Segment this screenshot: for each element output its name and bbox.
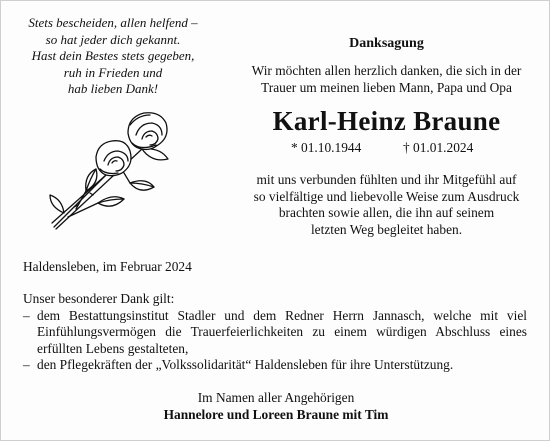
list-item-line: dem Bestattungsinstitut Stadler und dem Redner Herrn Jannasch, welche mit viel xyxy=(37,307,527,323)
thanks-line: mit uns verbunden fühlten und ihr Mitgefühl auf xyxy=(256,172,517,188)
poem-line: Stets bescheiden, allen helfend – xyxy=(28,15,198,30)
roses-icon xyxy=(46,109,181,237)
list-item-line: Einfühlungsvermögen die Trauerfeierlichkeiten zu einem würdigen Abschluss eines xyxy=(37,324,527,340)
thanks-line: letzten Weg begleitet haben. xyxy=(310,221,463,237)
heading-danksagung: Danksagung xyxy=(349,36,424,51)
birth-date: * 01.10.1944 xyxy=(291,140,362,156)
thanks-line: so vielfältige und liebevolle Weise zum Ausdruck xyxy=(253,188,520,204)
signature: Hannelore und Loreen Braune mit Tim xyxy=(163,407,389,422)
place-date: Haldensleben, im Februar 2024 xyxy=(23,259,192,274)
list-dash: – xyxy=(23,307,30,323)
intro-line: Trauer um meinen lieben Mann, Papa und Opa xyxy=(261,79,512,95)
closing xyxy=(1,389,550,423)
poem-line: Hast dein Bestes stets gegeben, xyxy=(31,48,195,64)
list-item-line: den Pflegekräften der „Volkssolidarität“ Haldensleben für ihre Unterstützung. xyxy=(37,357,454,373)
life-dates xyxy=(229,140,544,158)
poem-line: so hat jeder dich gekannt. xyxy=(45,31,181,47)
list-item-line: erfüllten Lebens gestalteten, xyxy=(37,340,189,356)
death-date: † 01.01.2024 xyxy=(403,140,474,156)
thanks-paragraph xyxy=(229,172,544,238)
poem xyxy=(13,15,213,98)
list-item xyxy=(23,357,527,374)
deceased-name: Karl-Heinz Braune xyxy=(272,106,501,137)
main-text xyxy=(229,35,544,239)
closing-line: Im Namen aller Angehörigen xyxy=(197,390,355,405)
poem-line: hab lieben Dank! xyxy=(67,81,159,97)
special-thanks-intro: Unser besonderer Dank gilt: xyxy=(23,291,175,306)
intro-paragraph xyxy=(229,63,544,96)
poem-line: ruh in Frieden und xyxy=(63,64,163,80)
intro-line: Wir möchten allen herzlich danken, die sich in der xyxy=(251,63,522,78)
list-dash: – xyxy=(23,357,30,373)
list-item xyxy=(23,308,527,358)
thanks-line: brachten sowie allen, die ihn auf seinem xyxy=(278,205,495,221)
special-thanks xyxy=(23,291,527,374)
